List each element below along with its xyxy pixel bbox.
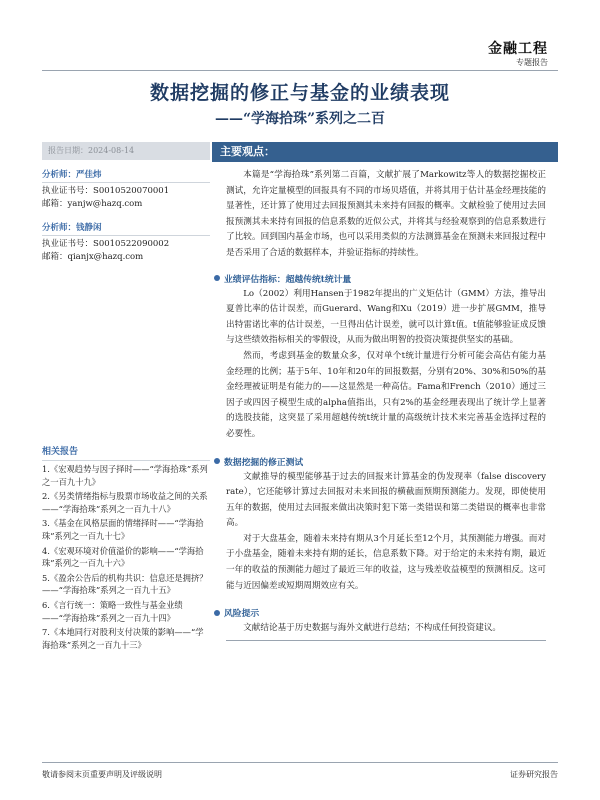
header-category: 专题报告 bbox=[516, 58, 548, 67]
related-report-item[interactable]: 1.《宏观趋势与因子择时——“学海拾珠”系列之一百九十九》 bbox=[42, 464, 208, 487]
header-divider bbox=[42, 70, 558, 71]
footer-disclaimer: 敬请参阅末页重要声明及评级说明 bbox=[42, 770, 162, 779]
related-report-item[interactable]: 2.《另类情绪指标与股票市场收益之间的关系——“学海拾珠”系列之一百九十八》 bbox=[42, 491, 208, 514]
left-column bbox=[42, 142, 210, 651]
report-subtitle: ——“学海拾珠”系列之二百 bbox=[214, 111, 386, 127]
report-date: 报告日期：2024-08-14 bbox=[42, 142, 210, 160]
section-heading bbox=[214, 455, 558, 468]
report-title: 数据挖掘的修正与基金的业绩表现 bbox=[149, 82, 450, 104]
divider bbox=[226, 639, 546, 641]
body-paragraph: 然而，考虑到基金的数量众多，仅对单个t统计量进行分析可能会高估有能力基金经理的比例；基于5年、10年和20年的回报数据，分别有20%、30%和50%的基金经理被证明是有能力的——这显然是一种高估。Fama和French（2010）通过三因子或四因子模型生成的alpha值指出，只有2%的基金经理表现出了统计学上显著的选股技能，这突显了采用超越传统t统计量的高级统计技术来完善基金选择过程的必要性。 bbox=[226, 350, 546, 439]
divider bbox=[42, 235, 210, 236]
analyst-cert: 执业证书号：S0010520070001 bbox=[42, 186, 170, 196]
analyst-email[interactable]: 邮箱：qianjx@hazq.com bbox=[42, 252, 144, 262]
bullet-icon bbox=[214, 610, 220, 616]
section-heading bbox=[214, 606, 558, 619]
related-report-item[interactable]: 4.《宏观环境对价值溢价的影响——“学海拾珠”系列之一百九十六》 bbox=[42, 545, 204, 569]
related-report-item[interactable]: 7.《本地同行对股利支付决策的影响——“学海拾珠”系列之一百九十三》 bbox=[42, 627, 204, 650]
analyst-block bbox=[42, 221, 210, 264]
related-reports-title: 相关报告 bbox=[42, 444, 210, 461]
analyst-block bbox=[42, 168, 210, 211]
section-title: 数据挖掘的修正测试 bbox=[224, 457, 304, 468]
footer-label: 证券研究报告 bbox=[510, 770, 558, 779]
analyst-cert: 执业证书号：S0010522090002 bbox=[42, 239, 170, 249]
related-report-item[interactable]: 5.《盈余公告后的机构共识：信息还是拥挤？——“学海拾珠”系列之一百九十五》 bbox=[42, 572, 208, 596]
analyst-name: 分析师：严佳炜 bbox=[42, 170, 102, 180]
related-report-item[interactable]: 6.《言行统一：策略一致性与基金业绩——“学海拾珠”系列之一百九十四》 bbox=[42, 599, 183, 623]
footer-divider bbox=[42, 762, 558, 763]
analyst-name: 分析师：钱静闲 bbox=[42, 223, 102, 233]
section-title: 业绩评估指标：超越传统t统计量 bbox=[224, 274, 352, 285]
intro-paragraph: 本篇是“学海拾珠”系列第二百篇，文献扩展了Markowitz等人的数据挖掘校正测试，允许定量模型的回报具有不同的市场贝塔值，并将其用于估计基金经理技能的显著性，还计算了使用过去回报预测其未来持有回报的概率。文献检验了使用过去回报预测其未来持有回报的信息系数的近似公式，并将其与经验观察到的信息系数进行了比较。回到国内基金市场，也可以采用类似的方法测算基金在预测未来回报过程中是否采用了合适的数据样本，并验证指标的持续性。 bbox=[226, 170, 546, 258]
divider bbox=[42, 182, 210, 183]
body-paragraph: 对于大盘基金，随着未来持有期从3个月延长至12个月，其预测能力增强。而对于小盘基金，随着未来持有期的延长，信息系数下降。对于给定的未来持有期，最近一年的收益的预测能力超过了最近三年的收益，这与残差收益模型的预测相反。这可能与近因偏差或短期周期效应有关。 bbox=[226, 533, 546, 591]
section-heading bbox=[214, 272, 558, 285]
related-report-item[interactable]: 3.《基金在风格层面的情绪择时——“学海拾珠”系列之一百九十七》 bbox=[42, 518, 204, 541]
body-paragraph: 文献结论基于历史数据与海外文献进行总结；不构成任何投资建议。 bbox=[243, 623, 502, 634]
header-brand: 金融工程 bbox=[488, 41, 548, 57]
analyst-email[interactable]: 邮箱：yanjw@hazq.com bbox=[42, 199, 143, 209]
main-heading: 主要观点： bbox=[212, 142, 558, 162]
main-column bbox=[212, 142, 558, 641]
body-paragraph: 文献推导的模型能够基于过去的回报来计算基金的伪发现率（false discovery rate），它还能够计算过去回报对未来回报的横截面预期预测能力。发现，即使使用五年的数据，使用过去回报来做出决策时犯下第一类错误和第二类错误的概率也非常高。 bbox=[226, 471, 546, 529]
section-title: 风险提示 bbox=[224, 609, 260, 620]
bullet-icon bbox=[214, 458, 220, 464]
body-paragraph: Lo（2002）利用Hansen于1982年提出的广义矩估计（GMM）方法，推导出夏普比率的估计误差，而Guerard、Wang和Xu（2019）进一步扩展GMM，推导出特雷诺比率的估计误差，一旦得出估计误差，就可以计算t值。t值能够验证成反馈与这些绩效指标相关的零假设，从而为做出明智的投资决策提供坚实的基础。 bbox=[226, 288, 546, 346]
bullet-icon bbox=[214, 275, 220, 281]
